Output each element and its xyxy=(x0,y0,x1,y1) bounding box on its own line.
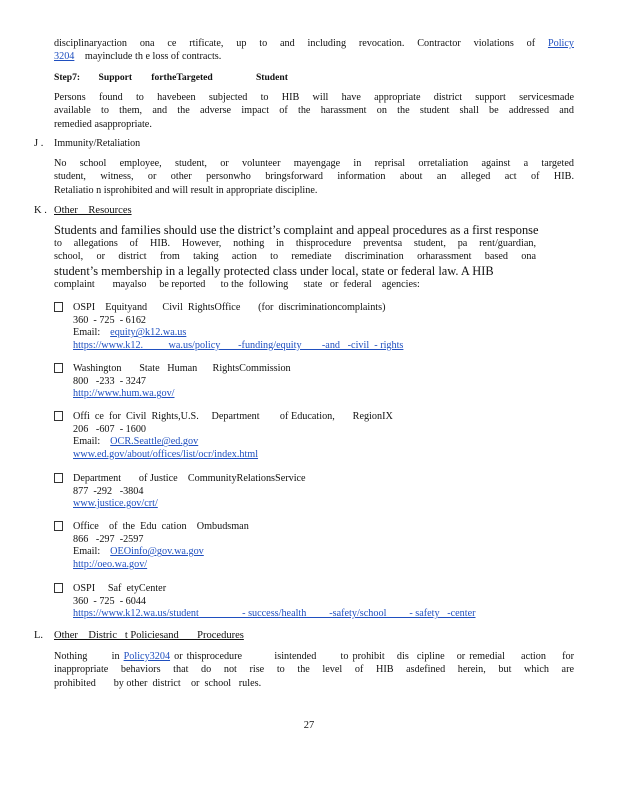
section-l-title: Other Distric t Policiesand Procedures xyxy=(54,630,244,641)
resource-text: Office of the Edu cation Ombudsman xyxy=(73,521,249,532)
section-k-paragraph xyxy=(54,223,594,291)
resource-text: Email: xyxy=(73,327,101,339)
resource-email-link[interactable]: OEOinfo@gov.wa.gov xyxy=(110,546,204,558)
resource-text: Offi ce for Civil Rights,U.S. Department of Education, RegionIX xyxy=(73,411,393,422)
resource-email-link[interactable]: equity@k12.wa.us xyxy=(110,327,187,339)
top-line-1: disciplinaryaction ona ce rtificate, up to and including revocation. Contractor violations of xyxy=(54,38,536,49)
resource-url-link[interactable]: www.ed.gov/about/offices/list/ocr/index.html xyxy=(73,448,259,460)
resource-text: Department of Justice CommunityRelationsService xyxy=(73,473,306,484)
resource-text: 866 -297 -2597 xyxy=(73,533,144,545)
top-paragraph xyxy=(54,37,574,64)
resource-url-link[interactable]: http://www.hum.wa.gov/ xyxy=(73,388,175,400)
section-l-line-1b: or thisprocedure isintended to prohibit dis cipline or remedial action for xyxy=(174,651,574,662)
step7-line-3: remedied asappropriate. xyxy=(54,118,152,130)
resource-url-link[interactable]: http://oeo.wa.gov/ xyxy=(73,558,148,570)
section-j-letter: J . xyxy=(34,138,44,149)
section-l-letter: L. xyxy=(34,630,44,641)
policy-3204-link[interactable]: 3204 xyxy=(54,51,75,63)
resource-text: Email: xyxy=(73,436,101,448)
checkbox-bullet-icon xyxy=(54,363,63,373)
resource-entry xyxy=(54,363,534,401)
resource-text: 360 - 725 - 6044 xyxy=(73,595,147,607)
step7-line-2: available to them, and the adverse impact of the harassment on the student shall be addressed and xyxy=(54,105,574,117)
checkbox-bullet-icon xyxy=(54,411,63,421)
checkbox-bullet-icon xyxy=(54,583,63,593)
resource-text: 206 -607 - 1600 xyxy=(73,423,147,435)
resource-entry xyxy=(54,302,534,352)
section-j-line-3: Retaliatio n isprohibited and will result in appropriate discipline. xyxy=(54,184,318,196)
resource-entry xyxy=(54,473,534,511)
resource-email-link[interactable]: OCR.Seattle@ed.gov xyxy=(110,436,199,448)
step7-paragraph xyxy=(54,91,574,131)
section-k-letter: K . xyxy=(34,205,47,216)
resource-text: 360 - 725 - 6162 xyxy=(73,314,147,326)
top-line-2: mayinclude th e loss of contracts. xyxy=(84,51,222,63)
resource-entry xyxy=(54,411,534,461)
resource-text: Email: xyxy=(73,546,101,558)
checkbox-bullet-icon xyxy=(54,473,63,483)
resource-text: OSPI Saf etyCenter xyxy=(73,583,167,594)
resource-entry xyxy=(54,583,534,621)
policy-link[interactable]: Policy xyxy=(547,38,574,49)
step7-label: Step7: xyxy=(54,72,81,83)
resource-url-link[interactable]: https://www.k12.wa.us/student - success/health -safety/school - safety -center xyxy=(73,608,476,620)
section-k-title: Other Resources xyxy=(54,205,132,216)
resource-text: 800 -233 - 3247 xyxy=(73,375,147,387)
resource-entry xyxy=(54,521,534,571)
step7-line-1: Persons found to havebeen subjected to HIB will have appropriate district support servicesmade xyxy=(54,92,574,103)
resource-text: 877 -292 -3804 xyxy=(73,485,144,497)
resource-text: OSPI Equityand Civil RightsOffice (for discriminationcomplaints) xyxy=(73,302,386,313)
page-number: 27 xyxy=(303,720,315,731)
policy3204-link[interactable]: Policy3204 xyxy=(123,651,171,662)
section-k-line-3: school, or district from taking action to remediate discrimination orharassment based ona xyxy=(54,251,536,263)
section-l-line-2: inappropriate behaviors that do not rise to the level of HIB asdefined herein, but which are xyxy=(54,664,574,676)
section-k-line-2: to allegations of HIB. However, nothing in thisprocedure preventsa student, pa rent/guardian, xyxy=(54,238,536,249)
checkbox-bullet-icon xyxy=(54,302,63,312)
step7-heading xyxy=(54,71,574,84)
section-j-title: Immunity/Retaliation xyxy=(54,138,141,149)
section-j-line-2: student, witness, or other personwho bringsforward information about an alleged act of HIB. xyxy=(54,171,574,183)
section-j-paragraph xyxy=(54,157,574,197)
section-j-line-1: No school employee, student, or volunteer mayengage in reprisal orretaliation against a targeted xyxy=(54,158,574,169)
resource-url-link[interactable]: https://www.k12. wa.us/policy -funding/equity -and -civil - rights xyxy=(73,339,404,351)
checkbox-bullet-icon xyxy=(54,521,63,531)
section-l-line-1a: Nothing in xyxy=(54,651,120,662)
section-k-lead-2: student’s membership in a legally protected class under local, state or federal law. A HIB xyxy=(54,263,494,278)
resource-url-link[interactable]: www.justice.gov/crt/ xyxy=(73,498,158,510)
resource-text: Washington State Human RightsCommission xyxy=(73,363,291,374)
section-k-line-5: complaint mayalso be reported to the following state or federal agencies: xyxy=(54,278,420,290)
section-l-line-3: prohibited by other district or school rules. xyxy=(54,677,262,689)
section-l-paragraph xyxy=(54,650,574,690)
section-k-lead-1: Students and families should use the district’s complaint and appeal procedures as a first response xyxy=(54,223,539,237)
step7-title: Support fortheTargeted Student xyxy=(98,72,288,83)
